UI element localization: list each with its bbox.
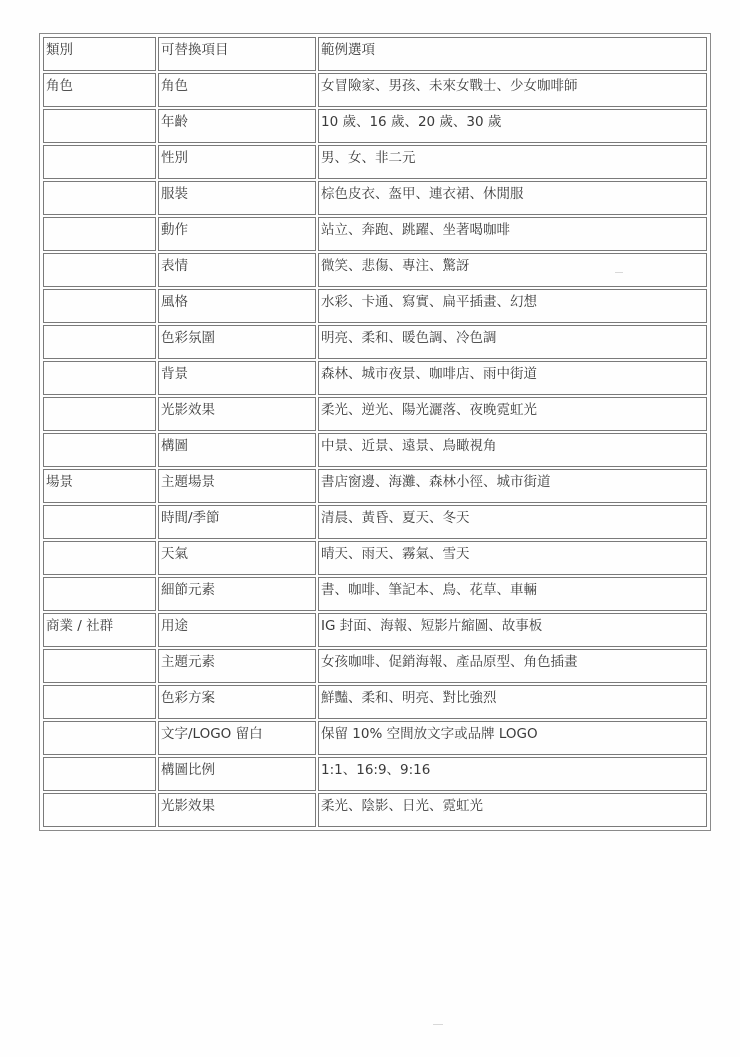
cell-item: 主題元素 <box>158 649 316 683</box>
cell-examples: 10 歲、16 歲、20 歲、30 歲 <box>318 109 707 143</box>
cell-item: 時間/季節 <box>158 505 316 539</box>
cell-item: 動作 <box>158 217 316 251</box>
prompt-options-table <box>41 35 709 829</box>
scan-speck <box>615 272 623 273</box>
table-row <box>43 577 707 611</box>
cell-item: 構圖 <box>158 433 316 467</box>
cell-category: 角色 <box>43 73 156 107</box>
cell-item: 主題場景 <box>158 469 316 503</box>
table-row <box>43 73 707 107</box>
cell-examples: 明亮、柔和、暖色調、冷色調 <box>318 325 707 359</box>
cell-item: 細節元素 <box>158 577 316 611</box>
header-example-options: 範例選項 <box>318 37 707 71</box>
cell-category <box>43 721 156 755</box>
table-row <box>43 325 707 359</box>
table-row <box>43 361 707 395</box>
cell-category <box>43 145 156 179</box>
table-row <box>43 433 707 467</box>
cell-examples: 微笑、悲傷、專注、驚訝 <box>318 253 707 287</box>
cell-examples: 水彩、卡通、寫實、扁平插畫、幻想 <box>318 289 707 323</box>
cell-item: 年齡 <box>158 109 316 143</box>
cell-category <box>43 361 156 395</box>
cell-item: 光影效果 <box>158 397 316 431</box>
cell-item: 角色 <box>158 73 316 107</box>
cell-category <box>43 649 156 683</box>
cell-category <box>43 757 156 791</box>
options-table-frame <box>39 33 711 831</box>
cell-examples: 中景、近景、遠景、鳥瞰視角 <box>318 433 707 467</box>
table-row <box>43 109 707 143</box>
cell-examples: 森林、城市夜景、咖啡店、雨中街道 <box>318 361 707 395</box>
cell-category <box>43 253 156 287</box>
cell-item: 構圖比例 <box>158 757 316 791</box>
table-row <box>43 613 707 647</box>
table-row <box>43 541 707 575</box>
cell-examples: IG 封面、海報、短影片縮圖、故事板 <box>318 613 707 647</box>
cell-item: 色彩方案 <box>158 685 316 719</box>
scan-speck <box>433 1024 443 1025</box>
cell-category: 場景 <box>43 469 156 503</box>
cell-examples: 柔光、逆光、陽光灑落、夜晚霓虹光 <box>318 397 707 431</box>
table-row <box>43 793 707 827</box>
table-row <box>43 397 707 431</box>
table-row <box>43 685 707 719</box>
table-row <box>43 757 707 791</box>
table-row <box>43 469 707 503</box>
cell-examples: 男、女、非二元 <box>318 145 707 179</box>
header-replaceable-item: 可替換項目 <box>158 37 316 71</box>
cell-item: 光影效果 <box>158 793 316 827</box>
cell-category <box>43 109 156 143</box>
cell-item: 背景 <box>158 361 316 395</box>
cell-item: 表情 <box>158 253 316 287</box>
header-category: 類別 <box>43 37 156 71</box>
table-row <box>43 505 707 539</box>
cell-examples: 清晨、黃昏、夏天、冬天 <box>318 505 707 539</box>
cell-item: 天氣 <box>158 541 316 575</box>
table-row <box>43 253 707 287</box>
cell-category <box>43 793 156 827</box>
table-row <box>43 145 707 179</box>
cell-examples: 女冒險家、男孩、未來女戰士、少女咖啡師 <box>318 73 707 107</box>
cell-category <box>43 433 156 467</box>
table-row <box>43 217 707 251</box>
table-header-row <box>43 37 707 71</box>
cell-examples: 書店窗邊、海灘、森林小徑、城市街道 <box>318 469 707 503</box>
table-row <box>43 721 707 755</box>
cell-item: 風格 <box>158 289 316 323</box>
cell-category <box>43 289 156 323</box>
cell-category: 商業 / 社群 <box>43 613 156 647</box>
cell-category <box>43 397 156 431</box>
cell-item: 性別 <box>158 145 316 179</box>
cell-category <box>43 541 156 575</box>
cell-item: 色彩氛圍 <box>158 325 316 359</box>
cell-item: 文字/LOGO 留白 <box>158 721 316 755</box>
cell-examples: 女孩咖啡、促銷海報、產品原型、角色插畫 <box>318 649 707 683</box>
cell-examples: 保留 10% 空間放文字或品牌 LOGO <box>318 721 707 755</box>
cell-category <box>43 577 156 611</box>
cell-category <box>43 685 156 719</box>
cell-item: 用途 <box>158 613 316 647</box>
cell-examples: 柔光、陰影、日光、霓虹光 <box>318 793 707 827</box>
table-row <box>43 181 707 215</box>
cell-category <box>43 181 156 215</box>
cell-examples: 1:1、16:9、9:16 <box>318 757 707 791</box>
cell-category <box>43 217 156 251</box>
cell-item: 服裝 <box>158 181 316 215</box>
cell-category <box>43 325 156 359</box>
table-row <box>43 289 707 323</box>
cell-category <box>43 505 156 539</box>
cell-examples: 書、咖啡、筆記本、鳥、花草、車輛 <box>318 577 707 611</box>
cell-examples: 晴天、雨天、霧氣、雪天 <box>318 541 707 575</box>
cell-examples: 棕色皮衣、盔甲、連衣裙、休閒服 <box>318 181 707 215</box>
cell-examples: 站立、奔跑、跳躍、坐著喝咖啡 <box>318 217 707 251</box>
cell-examples: 鮮豔、柔和、明亮、對比強烈 <box>318 685 707 719</box>
table-row <box>43 649 707 683</box>
